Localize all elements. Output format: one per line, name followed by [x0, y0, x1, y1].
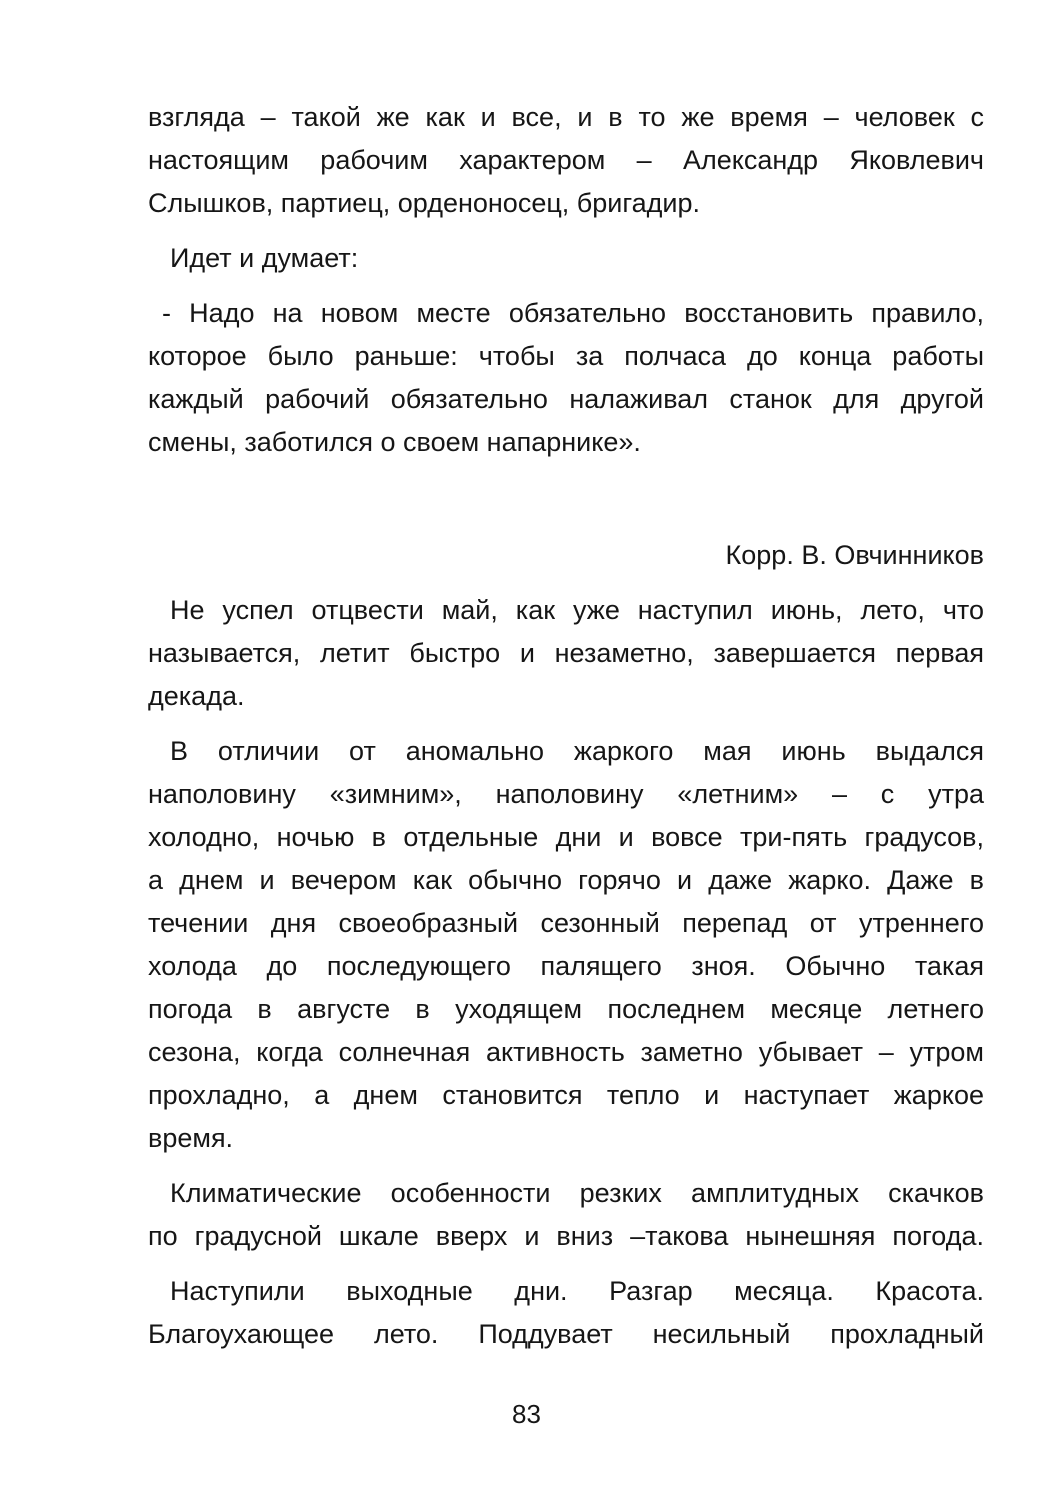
page-text: [148, 96, 984, 1368]
text-line: наполовину «зимним», наполовину «летним» – с утра: [148, 779, 984, 809]
text-line: каждый рабочий обязательно налаживал станок для другой: [148, 384, 984, 414]
text-line: время.: [148, 1123, 234, 1153]
text-line: декада.: [148, 681, 245, 711]
text-line: - Надо на новом месте обязательно восстановить правило,: [162, 298, 984, 328]
text-line: течении дня своеобразный сезонный перепад от утреннего: [148, 908, 984, 938]
paragraph: [148, 292, 984, 464]
text-line: Не успел отцвести май, как уже наступил июнь, лето, что: [170, 595, 984, 625]
text-line: взгляда – такой же как и все, и в то же время – человек с: [148, 102, 984, 132]
text-line: прохладно, а днем становится тепло и наступает жаркое: [148, 1080, 984, 1110]
paragraph: [148, 589, 984, 718]
text-line: Благоухающее лето. Поддувает несильный прохладный: [148, 1319, 984, 1349]
text-line: В отличии от аномально жаркого мая июнь выдался: [170, 736, 984, 766]
text-line: холода до последующего палящего зноя. Обычно такая: [148, 951, 984, 981]
text-line: Идет и думает:: [170, 243, 359, 273]
text-line: Корр. В. Овчинников: [725, 540, 984, 570]
text-line: по градусной шкале вверх и вниз –такова нынешняя погода.: [148, 1221, 984, 1251]
paragraph: [148, 1270, 984, 1356]
text-line: сезона, когда солнечная активность заметно убывает – утром: [148, 1037, 984, 1067]
text-line: Наступили выходные дни. Разгар месяца. Красота.: [170, 1276, 984, 1306]
text-line: Слышков, партиец, орденоносец, бригадир.: [148, 188, 700, 218]
paragraph: [148, 96, 984, 225]
text-line: смены, заботился о своем напарнике».: [148, 427, 641, 457]
text-line: холодно, ночью в отдельные дни и вовсе три-пять градусов,: [148, 822, 984, 852]
paragraph: [148, 1172, 984, 1258]
paragraph: [148, 730, 984, 1160]
text-line: Климатические особенности резких амплитудных скачков: [170, 1178, 984, 1208]
paragraph: [148, 237, 984, 280]
text-line: настоящим рабочим характером – Александр Яковлевич: [148, 145, 984, 175]
text-line: называется, летит быстро и незаметно, завершается первая: [148, 638, 984, 668]
page-number: 83: [512, 1399, 541, 1429]
text-line: которое было раньше: чтобы за полчаса до конца работы: [148, 341, 984, 371]
text-line: а днем и вечером как обычно горячо и даже жарко. Даже в: [148, 865, 984, 895]
text-line: погода в августе в уходящем последнем месяце летнего: [148, 994, 984, 1024]
paragraph: [148, 534, 984, 577]
